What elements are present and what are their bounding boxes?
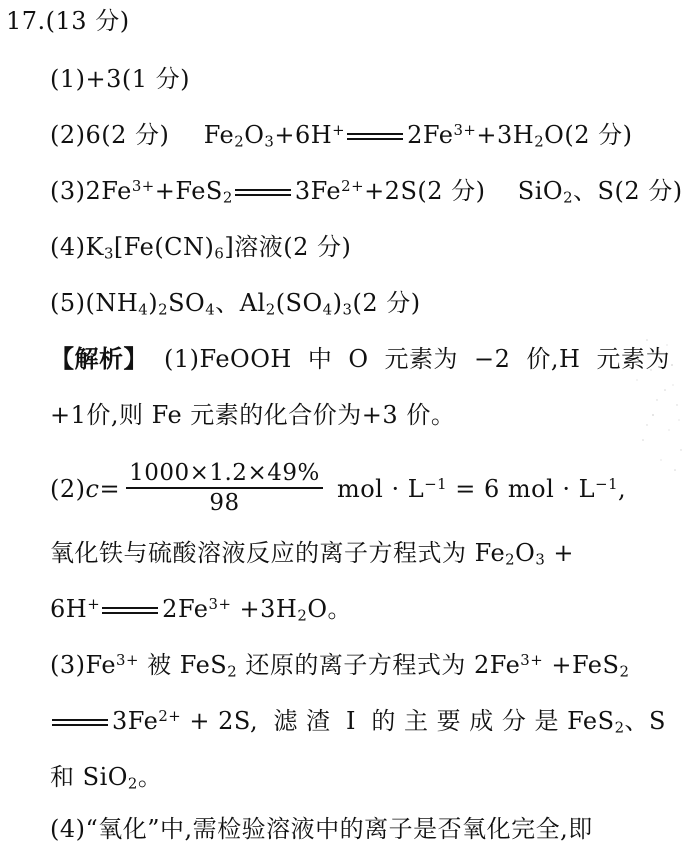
answer-1-label: (1) [50,65,86,93]
analysis-text: (3)Fe [50,651,117,679]
question-score: (13 分) [45,7,130,35]
answer-1-body: +3(1 分) [85,65,191,93]
analysis-seg: 价,H [526,345,581,373]
formula-sub: 3 [342,300,353,319]
eq-sup: 3+ [131,176,155,195]
eq-fe: 2Fe [85,177,132,205]
analysis-text: 3Fe [112,707,159,735]
comma: , [618,475,627,503]
sub: 2 [505,550,516,569]
analysis-heading: 【解析】 [50,344,148,373]
analysis-line-4 [50,538,574,568]
formula-sub: 4 [322,300,333,319]
answer-3-label: (3) [50,177,86,205]
residue-sio2: SiO [517,177,564,205]
answer-5 [50,288,421,318]
analysis-text: 还原的离子方程式为 2Fe [237,651,521,679]
answer-2 [50,120,632,150]
analysis-seg: O [348,345,369,373]
analysis-line-9 [50,814,593,844]
formula-sub: 4 [138,300,149,319]
answer-2-label: (2) [50,121,86,149]
analysis-formula-line [50,462,626,519]
eq-fe-ion: 2Fe [407,121,454,149]
fraction-denominator: 98 [209,490,240,516]
formula-sub: 4 [205,300,216,319]
analysis-text: + [545,539,575,567]
analysis-text: + 2S, [181,707,259,735]
formula-sub: 6 [214,244,225,263]
sup: 2+ [158,706,182,725]
eq-sup: 3+ [453,120,477,139]
analysis-line-7 [50,706,666,736]
analysis-label: (2) [50,475,86,503]
eq-fe: Fe [203,121,235,149]
question-number: 17. [6,7,46,35]
analysis-text: 和 SiO [50,763,128,791]
formula-sub: 3 [103,244,114,263]
formula-fecn: [Fe(CN) [113,233,215,261]
analysis-line-8 [50,762,162,792]
answer-4 [50,232,351,262]
eq-o-score: O(2 分) [544,121,633,149]
eq-fes: +FeS [154,177,223,205]
unit-sup: −1 [595,474,619,493]
answer-2-equation [204,121,633,149]
eq-s: +2S(2 分) [364,177,486,205]
sup: 3+ [116,650,139,669]
roman-numeral: Ⅰ [345,707,356,735]
sub: 2 [227,662,238,681]
sup: 3+ [208,594,232,613]
sub: 2 [297,606,308,625]
equals-sign [235,188,291,198]
answer-1 [50,64,190,94]
answer-4-label: (4) [50,233,86,261]
analysis-text: 的 主 要 成 分 是 FeS [371,707,615,735]
unit-sup: −1 [424,474,448,493]
analysis-text: +FeS [543,651,620,679]
eq-sub: 2 [222,188,233,207]
analysis-text: +3H [231,595,298,623]
analysis-text: (4)“氧化”中,需检验溶液中的离子是否氧化完全,即 [50,815,593,843]
sup: 3+ [520,650,544,669]
formula-paren: ) [332,289,343,317]
equals-sign [102,606,158,616]
formula-so: (SO [275,289,323,317]
formula-paren: ) [148,289,159,317]
analysis-text: O。 [307,595,353,623]
equation-part [50,706,258,736]
formula-solution: ]溶液(2 分) [224,233,352,261]
analysis-seg: 元素为 [596,345,670,373]
sub: 2 [614,718,625,737]
residue-part [371,706,666,736]
analysis-seg: (1)FeOOH [164,345,292,373]
analysis-text: 滤 渣 [273,707,331,735]
eq-fe: 3Fe [294,177,342,205]
eq-sub: 3 [264,132,275,151]
eq-h2o: +3H [476,121,535,149]
sub: 2 [127,774,138,793]
fraction-numerator: 1000×1.2×49% [129,460,320,486]
eq-sub: 2 [234,132,245,151]
eq-h: +6H [274,121,333,149]
residue-s: 、S(2 分) [573,177,683,205]
sub: 2 [619,662,630,681]
equals-sign [52,718,108,728]
eq-sub: 2 [534,132,545,151]
analysis-text: O [515,539,536,567]
analysis-line-2 [50,400,455,430]
formula-so: SO [168,289,206,317]
analysis-line-5 [50,594,352,624]
sub: 3 [535,550,546,569]
question-header [6,6,130,36]
eq-o: O [244,121,265,149]
analysis-text: 氧化铁与硫酸溶液反应的离子方程式为 Fe [50,539,506,567]
answer-5-label: (5) [50,289,86,317]
analysis-text: 被 FeS [138,651,228,679]
answer-3 [50,176,683,206]
eq-sup: + [332,120,346,139]
formula-al: 、Al [215,289,266,317]
sup: + [87,594,101,613]
equals-sign [347,132,403,142]
scan-noise [577,320,687,480]
analysis-seg: 中 [307,345,333,373]
answer-5-score: (2 分) [352,289,421,317]
formula-k: K [85,233,104,261]
answer-2-part1: 6(2 分) [85,121,170,149]
analysis-line-6 [50,650,629,680]
formula-sub: 2 [265,300,276,319]
equals: = [99,475,121,503]
eq-sup: 2+ [341,176,365,195]
analysis-text: 。 [137,763,163,791]
analysis-seg: −2 [474,345,511,373]
analysis-text: 、S [624,707,666,735]
unit: mol · L [328,475,425,503]
analysis-seg: 元素为 [384,345,459,373]
analysis-text: 2Fe [162,595,209,623]
eq-sub: 2 [563,188,574,207]
formula-nh: (NH [85,289,139,317]
var-c: c [85,475,100,503]
unit-result: = 6 mol · L [447,475,596,503]
formula-sub: 2 [158,300,169,319]
concentration-fraction [126,460,323,517]
analysis-text: 6H [50,595,88,623]
analysis-text: +1价,则 Fe 元素的化合价为+3 价。 [50,401,456,429]
